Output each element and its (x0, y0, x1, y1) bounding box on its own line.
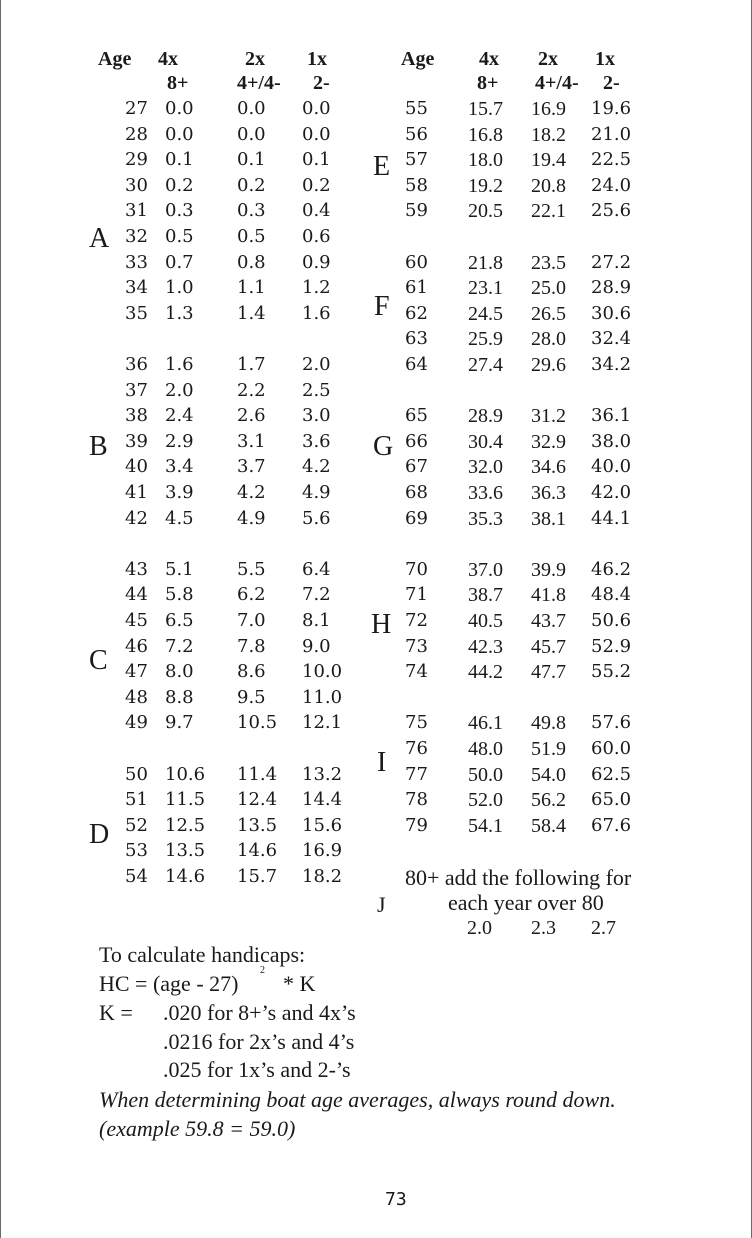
left-cell-1x: 0.6 (302, 226, 331, 247)
right-cell-2x: 25.0 (531, 277, 566, 299)
left-cell-4x: 4.5 (165, 508, 194, 529)
right-cell-4x: 44.2 (468, 661, 503, 683)
formula-k-8s-4x: .020 for 8+’s and 4x’s (163, 1000, 356, 1025)
left-cell-age: 36 (125, 354, 148, 375)
left-cell-1x: 15.6 (302, 815, 343, 836)
left-cell-1x: 4.2 (302, 456, 331, 477)
right-cell-4x: 23.1 (468, 277, 503, 299)
left-cell-2x: 0.0 (237, 98, 266, 119)
right-cell-4x: 54.1 (468, 815, 503, 837)
right-cell-1x: 21.0 (591, 124, 632, 145)
right-cell-2x: 19.4 (531, 149, 566, 171)
over80-line1: 80+ add the following for (405, 865, 632, 890)
left-cell-1x: 3.6 (302, 431, 331, 452)
left-cell-4x: 0.7 (165, 252, 194, 273)
left-cell-2x: 4.9 (237, 508, 266, 529)
left-cell-2x: 0.5 (237, 226, 266, 247)
right-cell-1x: 34.2 (591, 354, 632, 375)
right-cell-1x: 44.1 (591, 508, 632, 529)
left-cell-4x: 14.6 (165, 866, 206, 887)
right-cell-4x: 32.0 (468, 456, 503, 478)
right-header-8plus: 8+ (477, 72, 499, 94)
left-cell-2x: 7.8 (237, 636, 266, 657)
left-cell-1x: 0.0 (302, 124, 331, 145)
left-cell-4x: 2.0 (165, 380, 194, 401)
right-cell-4x: 50.0 (468, 764, 503, 786)
left-cell-age: 30 (125, 175, 148, 196)
group-letter-b: B (89, 431, 108, 462)
left-cell-4x: 11.5 (165, 789, 206, 810)
left-cell-age: 54 (125, 866, 148, 887)
left-cell-1x: 18.2 (302, 866, 343, 887)
left-cell-2x: 6.2 (237, 584, 266, 605)
right-cell-2x: 18.2 (531, 124, 566, 146)
left-cell-4x: 1.0 (165, 277, 194, 298)
right-cell-1x: 32.4 (591, 328, 632, 349)
left-cell-1x: 16.9 (302, 840, 343, 861)
formula-hc-exponent: 2 (260, 965, 265, 976)
right-cell-age: 60 (405, 252, 428, 273)
left-cell-1x: 0.4 (302, 200, 331, 221)
right-cell-1x: 60.0 (591, 738, 632, 759)
group-letter-e: E (373, 151, 391, 182)
left-cell-age: 34 (125, 277, 148, 298)
right-cell-2x: 47.7 (531, 661, 566, 683)
left-cell-age: 29 (125, 149, 148, 170)
right-cell-2x: 31.2 (531, 405, 566, 427)
right-cell-2x: 41.8 (531, 584, 566, 606)
right-cell-age: 55 (405, 98, 428, 119)
right-cell-4x: 48.0 (468, 738, 503, 760)
left-cell-4x: 7.2 (165, 636, 194, 657)
right-header-2minus: 2- (603, 72, 620, 94)
right-cell-2x: 56.2 (531, 789, 566, 811)
formula-hc: HC = (age - 27) (99, 971, 239, 996)
left-cell-age: 39 (125, 431, 148, 452)
left-cell-2x: 1.7 (237, 354, 266, 375)
right-cell-4x: 18.0 (468, 149, 503, 171)
left-cell-2x: 0.8 (237, 252, 266, 273)
left-cell-4x: 2.9 (165, 431, 194, 452)
right-cell-age: 68 (405, 482, 428, 503)
right-cell-age: 74 (405, 661, 428, 682)
left-cell-2x: 13.5 (237, 815, 278, 836)
right-cell-4x: 24.5 (468, 303, 503, 325)
left-cell-age: 43 (125, 559, 148, 580)
left-cell-4x: 0.3 (165, 200, 194, 221)
left-cell-1x: 0.9 (302, 252, 331, 273)
left-cell-1x: 2.0 (302, 354, 331, 375)
right-cell-age: 73 (405, 636, 428, 657)
right-cell-4x: 27.4 (468, 354, 503, 376)
right-cell-2x: 36.3 (531, 482, 566, 504)
left-cell-2x: 2.6 (237, 405, 266, 426)
left-cell-4x: 0.2 (165, 175, 194, 196)
right-cell-age: 75 (405, 712, 428, 733)
left-cell-4x: 8.8 (165, 687, 194, 708)
right-cell-2x: 43.7 (531, 610, 566, 632)
right-cell-age: 57 (405, 149, 428, 170)
right-cell-age: 66 (405, 431, 428, 452)
right-cell-age: 70 (405, 559, 428, 580)
right-cell-1x: 67.6 (591, 815, 632, 836)
formula-title: To calculate handicaps: (99, 942, 306, 967)
right-cell-4x: 25.9 (468, 328, 503, 350)
left-cell-1x: 14.4 (302, 789, 343, 810)
right-cell-age: 78 (405, 789, 428, 810)
right-cell-2x: 34.6 (531, 456, 566, 478)
left-cell-4x: 5.8 (165, 584, 194, 605)
left-cell-2x: 14.6 (237, 840, 278, 861)
over80-4x-value: 2.0 (467, 917, 492, 939)
left-cell-4x: 12.5 (165, 815, 206, 836)
right-cell-2x: 32.9 (531, 431, 566, 453)
right-cell-1x: 42.0 (591, 482, 632, 503)
right-cell-age: 64 (405, 354, 428, 375)
right-cell-2x: 23.5 (531, 252, 566, 274)
left-cell-age: 33 (125, 252, 148, 273)
left-cell-2x: 5.5 (237, 559, 266, 580)
left-cell-age: 44 (125, 584, 148, 605)
right-cell-4x: 15.7 (468, 98, 503, 120)
left-cell-2x: 1.1 (237, 277, 266, 298)
left-cell-age: 32 (125, 226, 148, 247)
right-cell-2x: 16.9 (531, 98, 566, 120)
left-cell-2x: 10.5 (237, 712, 278, 733)
left-cell-2x: 2.2 (237, 380, 266, 401)
left-cell-2x: 9.5 (237, 687, 266, 708)
right-cell-2x: 38.1 (531, 508, 566, 530)
left-cell-4x: 5.1 (165, 559, 194, 580)
right-cell-2x: 54.0 (531, 764, 566, 786)
right-cell-age: 65 (405, 405, 428, 426)
left-header-4x: 4x (158, 48, 178, 70)
right-cell-1x: 27.2 (591, 252, 632, 273)
right-header-2x: 2x (538, 48, 558, 70)
right-cell-2x: 28.0 (531, 328, 566, 350)
left-header-8plus: 8+ (167, 72, 189, 94)
left-cell-4x: 2.4 (165, 405, 194, 426)
group-letter-i: I (377, 747, 387, 778)
left-cell-age: 51 (125, 789, 148, 810)
formula-hc-tail: * K (283, 971, 316, 996)
left-cell-2x: 11.4 (237, 764, 278, 785)
right-cell-age: 72 (405, 610, 428, 631)
right-cell-1x: 65.0 (591, 789, 632, 810)
left-cell-age: 40 (125, 456, 148, 477)
left-cell-2x: 3.7 (237, 456, 266, 477)
group-letter-d: D (89, 819, 110, 850)
left-cell-4x: 3.4 (165, 456, 194, 477)
left-cell-1x: 7.2 (302, 584, 331, 605)
left-cell-1x: 4.9 (302, 482, 331, 503)
left-cell-1x: 11.0 (302, 687, 343, 708)
right-cell-1x: 55.2 (591, 661, 632, 682)
right-cell-4x: 19.2 (468, 175, 503, 197)
rounding-example: (example 59.8 = 59.0) (99, 1116, 296, 1141)
left-cell-2x: 0.0 (237, 124, 266, 145)
right-cell-4x: 30.4 (468, 431, 503, 453)
right-header-age: Age (401, 48, 435, 70)
group-letter-h: H (371, 609, 392, 640)
right-header-4x: 4x (479, 48, 499, 70)
left-cell-1x: 8.1 (302, 610, 331, 631)
left-cell-1x: 0.0 (302, 98, 331, 119)
group-letter-c: C (89, 645, 108, 676)
right-cell-age: 76 (405, 738, 428, 759)
right-cell-1x: 19.6 (591, 98, 632, 119)
left-cell-4x: 9.7 (165, 712, 194, 733)
left-cell-2x: 15.7 (237, 866, 278, 887)
right-cell-4x: 38.7 (468, 584, 503, 606)
left-cell-2x: 8.6 (237, 661, 266, 682)
right-header-1x: 1x (595, 48, 615, 70)
left-cell-1x: 9.0 (302, 636, 331, 657)
left-cell-1x: 1.2 (302, 277, 331, 298)
left-cell-age: 46 (125, 636, 148, 657)
left-cell-4x: 0.0 (165, 124, 194, 145)
right-cell-4x: 33.6 (468, 482, 503, 504)
left-cell-age: 52 (125, 815, 148, 836)
right-cell-1x: 30.6 (591, 303, 632, 324)
left-cell-age: 28 (125, 124, 148, 145)
left-cell-1x: 0.2 (302, 175, 331, 196)
left-cell-2x: 4.2 (237, 482, 266, 503)
left-cell-age: 45 (125, 610, 148, 631)
page-number: 73 (385, 1189, 407, 1210)
left-cell-age: 49 (125, 712, 148, 733)
right-cell-age: 56 (405, 124, 428, 145)
left-cell-4x: 10.6 (165, 764, 206, 785)
right-cell-1x: 24.0 (591, 175, 632, 196)
left-cell-age: 50 (125, 764, 148, 785)
group-letter-g: G (373, 431, 394, 462)
right-cell-2x: 49.8 (531, 712, 566, 734)
right-cell-age: 63 (405, 328, 428, 349)
left-cell-2x: 0.1 (237, 149, 266, 170)
right-cell-1x: 62.5 (591, 764, 632, 785)
group-letter-a: A (89, 223, 110, 254)
right-cell-1x: 48.4 (591, 584, 632, 605)
right-cell-4x: 35.3 (468, 508, 503, 530)
left-cell-4x: 1.6 (165, 354, 194, 375)
left-cell-2x: 1.4 (237, 303, 266, 324)
left-cell-2x: 3.1 (237, 431, 266, 452)
right-cell-2x: 45.7 (531, 636, 566, 658)
over80-2x-value: 2.3 (531, 917, 556, 939)
left-cell-age: 42 (125, 508, 148, 529)
over80-1x-value: 2.7 (591, 917, 616, 939)
formula-k-label: K = (99, 1000, 133, 1025)
right-cell-age: 69 (405, 508, 428, 529)
right-cell-1x: 40.0 (591, 456, 632, 477)
right-cell-4x: 46.1 (468, 712, 503, 734)
left-cell-4x: 0.5 (165, 226, 194, 247)
left-cell-age: 37 (125, 380, 148, 401)
left-cell-age: 27 (125, 98, 148, 119)
right-cell-2x: 29.6 (531, 354, 566, 376)
right-cell-age: 59 (405, 200, 428, 221)
left-cell-age: 31 (125, 200, 148, 221)
left-cell-4x: 3.9 (165, 482, 194, 503)
group-letter-f: F (374, 291, 390, 322)
left-cell-1x: 13.2 (302, 764, 343, 785)
right-cell-1x: 52.9 (591, 636, 632, 657)
right-cell-2x: 39.9 (531, 559, 566, 581)
left-header-2minus: 2- (313, 72, 330, 94)
right-cell-4x: 21.8 (468, 252, 503, 274)
right-cell-age: 58 (405, 175, 428, 196)
left-header-4plus4minus: 4+/4- (237, 72, 281, 94)
right-cell-4x: 28.9 (468, 405, 503, 427)
right-cell-1x: 57.6 (591, 712, 632, 733)
left-header-1x: 1x (307, 48, 327, 70)
left-cell-4x: 0.0 (165, 98, 194, 119)
right-cell-age: 61 (405, 277, 428, 298)
formula-k-2x-4s: .0216 for 2x’s and 4’s (163, 1029, 355, 1054)
right-cell-age: 71 (405, 584, 428, 605)
left-cell-1x: 6.4 (302, 559, 331, 580)
right-cell-age: 79 (405, 815, 428, 836)
right-cell-age: 62 (405, 303, 428, 324)
right-cell-2x: 26.5 (531, 303, 566, 325)
right-cell-4x: 20.5 (468, 200, 503, 222)
right-cell-1x: 28.9 (591, 277, 632, 298)
left-cell-4x: 1.3 (165, 303, 194, 324)
right-cell-2x: 58.4 (531, 815, 566, 837)
left-cell-age: 53 (125, 840, 148, 861)
left-cell-2x: 7.0 (237, 610, 266, 631)
left-cell-4x: 13.5 (165, 840, 206, 861)
right-cell-2x: 22.1 (531, 200, 566, 222)
right-cell-1x: 46.2 (591, 559, 632, 580)
left-cell-1x: 1.6 (302, 303, 331, 324)
left-cell-age: 38 (125, 405, 148, 426)
left-cell-1x: 12.1 (302, 712, 343, 733)
left-cell-1x: 3.0 (302, 405, 331, 426)
right-cell-4x: 52.0 (468, 789, 503, 811)
left-cell-2x: 0.2 (237, 175, 266, 196)
left-cell-4x: 0.1 (165, 149, 194, 170)
left-cell-age: 35 (125, 303, 148, 324)
left-cell-2x: 0.3 (237, 200, 266, 221)
left-header-age: Age (98, 48, 132, 70)
right-cell-age: 67 (405, 456, 428, 477)
left-cell-1x: 10.0 (302, 661, 343, 682)
left-cell-age: 41 (125, 482, 148, 503)
left-cell-2x: 12.4 (237, 789, 278, 810)
left-cell-age: 48 (125, 687, 148, 708)
left-cell-4x: 6.5 (165, 610, 194, 631)
right-cell-2x: 51.9 (531, 738, 566, 760)
left-header-2x: 2x (245, 48, 265, 70)
right-cell-1x: 22.5 (591, 149, 632, 170)
right-cell-2x: 20.8 (531, 175, 566, 197)
right-cell-4x: 40.5 (468, 610, 503, 632)
rounding-note: When determining boat age averages, always round down. (99, 1087, 616, 1112)
right-cell-4x: 16.8 (468, 124, 503, 146)
formula-k-1x-2s: .025 for 1x’s and 2-’s (163, 1057, 351, 1082)
right-cell-1x: 25.6 (591, 200, 632, 221)
right-cell-4x: 42.3 (468, 636, 503, 658)
right-cell-1x: 38.0 (591, 431, 632, 452)
right-cell-4x: 37.0 (468, 559, 503, 581)
right-header-4plus4minus: 4+/4- (535, 72, 579, 94)
group-letter-j: J (377, 892, 386, 917)
right-cell-1x: 36.1 (591, 405, 632, 426)
left-cell-age: 47 (125, 661, 148, 682)
left-cell-1x: 2.5 (302, 380, 331, 401)
left-cell-1x: 0.1 (302, 149, 331, 170)
left-cell-4x: 8.0 (165, 661, 194, 682)
over80-line2: each year over 80 (448, 890, 604, 915)
left-cell-1x: 5.6 (302, 508, 331, 529)
right-cell-age: 77 (405, 764, 428, 785)
right-cell-1x: 50.6 (591, 610, 632, 631)
